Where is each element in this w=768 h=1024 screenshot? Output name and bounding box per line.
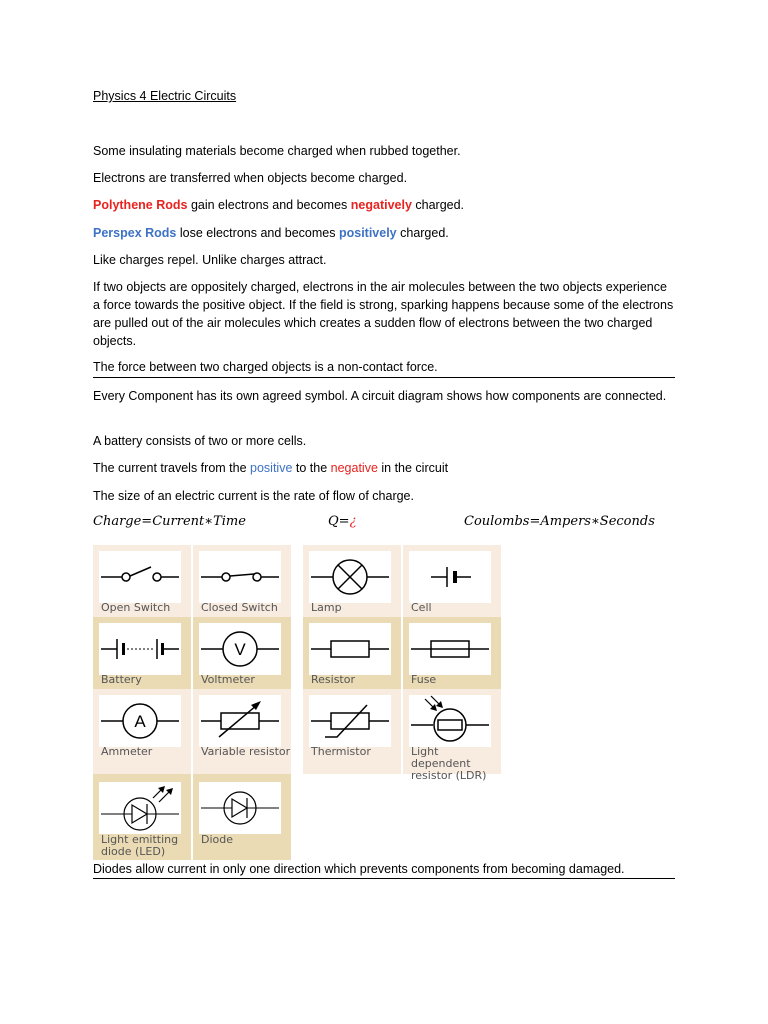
- perspex-text: lose electrons and becomes: [176, 226, 339, 240]
- component-cell-fuse: [403, 617, 501, 689]
- component-cell-thermistor: [303, 689, 401, 774]
- component-cell-open-switch: [93, 545, 191, 617]
- formula-q-symbol: ¿: [349, 514, 357, 529]
- lamp-icon: [309, 551, 391, 603]
- page-title: Physics 4 Electric Circuits: [93, 89, 237, 103]
- component-cell-variable-resistor: [193, 689, 291, 774]
- divider-line: [93, 377, 675, 378]
- component-cell-led: [93, 774, 191, 860]
- component-label: Ammeter: [101, 745, 153, 758]
- component-cell-voltmeter: [193, 617, 291, 689]
- component-cell-ammeter: [93, 689, 191, 774]
- component-cell-ldr: [403, 689, 501, 782]
- ldr-icon: [409, 695, 491, 747]
- negative-word: negative: [330, 461, 378, 475]
- voltmeter-icon: [199, 623, 281, 675]
- voltmeter-symbol: V: [234, 640, 246, 659]
- open-switch-icon: [99, 551, 181, 603]
- component-label: Thermistor: [311, 745, 371, 758]
- polythene-end: charged.: [411, 198, 465, 212]
- positive-word: positive: [250, 461, 293, 475]
- component-label: Diode: [201, 833, 234, 846]
- formula-q: [328, 514, 357, 529]
- paragraph-non-contact-force: The force between two charged objects is a non-contact force.: [93, 360, 438, 374]
- battery-icon: [99, 623, 181, 675]
- fuse-icon: [409, 623, 491, 675]
- paragraph-like-charges: Like charges repel. Unlike charges attract.: [93, 253, 327, 267]
- component-label: Cell: [411, 601, 432, 614]
- formula-q-text: Q=: [328, 514, 350, 529]
- ammeter-icon: [99, 695, 181, 747]
- paragraph-oppositely-charged: If two objects are oppositely charged, electrons in the air molecules between the two objects experience a force towards the positive object. If the field is strong, sparking happens because some of the electrons are pulled out of the air molecules which creates a sudden flow of electrons between the two charged objects.: [93, 280, 674, 348]
- paragraph-current-direction: [93, 459, 448, 477]
- component-label: Variable resistor: [201, 745, 291, 758]
- led-icon: [99, 782, 181, 834]
- component-cell-closed-switch: [193, 545, 291, 617]
- paragraph-perspex: [93, 224, 449, 242]
- paragraph-battery: A battery consists of two or more cells.: [93, 434, 307, 448]
- resistor-icon: [309, 623, 391, 675]
- diode-icon: [199, 782, 281, 834]
- thermistor-icon: [309, 695, 391, 747]
- divider-line-bottom: [93, 878, 675, 879]
- variable-resistor-icon: [199, 695, 281, 747]
- component-cell-cell: [403, 545, 501, 617]
- component-label: Voltmeter: [201, 673, 255, 686]
- component-label: Lamp: [311, 601, 342, 614]
- polythene-term: Polythene Rods: [93, 198, 188, 212]
- formula-units: Coulombs=Ampers∗Seconds: [464, 514, 655, 529]
- component-label: Fuse: [411, 673, 437, 686]
- perspex-end: charged.: [396, 226, 449, 240]
- component-cell-resistor: [303, 617, 401, 689]
- current-text-start: The current travels from the: [93, 461, 251, 475]
- current-text-end: in the circuit: [377, 461, 449, 475]
- ammeter-symbol: A: [134, 712, 146, 731]
- paragraph-insulating: Some insulating materials become charged when rubbed together.: [93, 144, 461, 158]
- component-label: Battery: [101, 673, 142, 686]
- current-text-mid: to the: [292, 461, 331, 475]
- component-label: Resistor: [311, 673, 355, 686]
- negatively-emphasis: negatively: [350, 198, 412, 212]
- cell-icon: [409, 551, 491, 603]
- paragraph-electrons-transferred: Electrons are transferred when objects become charged.: [93, 171, 408, 185]
- component-cell-lamp: [303, 545, 401, 617]
- component-label: Closed Switch: [201, 601, 278, 614]
- perspex-term: Perspex Rods: [93, 226, 177, 240]
- paragraph-diodes: Diodes allow current in only one direction which prevents components from becoming damaged.: [93, 862, 625, 876]
- polythene-text: gain electrons and becomes: [187, 198, 351, 212]
- paragraph-component-symbol: Every Component has its own agreed symbol. A circuit diagram shows how components are connected.: [93, 389, 667, 403]
- component-label: Light dependent resistor (LDR): [411, 745, 487, 782]
- closed-switch-icon: [199, 551, 281, 603]
- formula-charge: Charge=Current∗Time: [93, 514, 246, 529]
- positively-emphasis: positively: [338, 226, 397, 240]
- component-label: Open Switch: [101, 601, 171, 614]
- component-cell-battery: [93, 617, 191, 689]
- paragraph-polythene: [93, 196, 464, 214]
- component-cell-diode: [193, 774, 291, 860]
- paragraph-current-definition: The size of an electric current is the rate of flow of charge.: [93, 489, 414, 503]
- component-label: Light emitting diode (LED): [101, 833, 179, 858]
